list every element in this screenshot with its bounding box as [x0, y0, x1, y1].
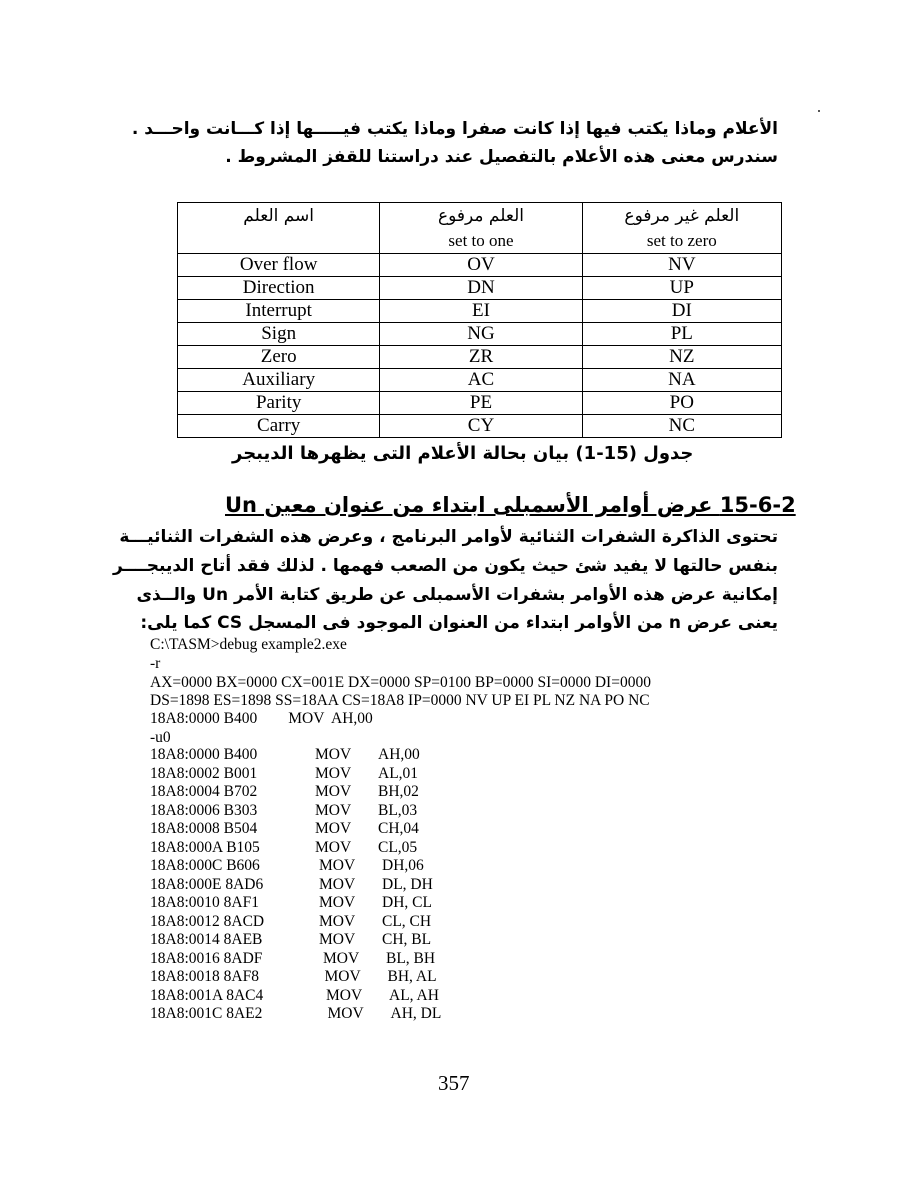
flag-row	[178, 346, 782, 369]
flag-set-cell: CY	[380, 415, 582, 438]
header-clear-english: set to zero	[646, 231, 717, 250]
flag-set-cell: AC	[380, 369, 582, 392]
flag-name-cell: Sign	[178, 323, 380, 346]
disasm-mnemonic: MOV	[323, 949, 360, 967]
page-number: 357	[438, 1071, 470, 1095]
flag-set-cell: EI	[380, 300, 582, 323]
current-instruction: 18A8:0000 B400 MOV AH,00	[150, 710, 373, 727]
disasm-address: 18A8:0000 B400	[150, 746, 258, 763]
flags-table	[177, 202, 782, 438]
disasm-mnemonic: MOV	[326, 986, 363, 1004]
flag-clear-cell: PL	[582, 323, 781, 346]
disasm-operands: AH, DL	[390, 1005, 442, 1022]
flag-set-cell: OV	[380, 254, 582, 277]
paragraph-line-2: بنفس حالتها لا يفيد شئ حيث يكون من الصعب فهمها . لذلك فقد أتاح الديبجــــر	[112, 556, 778, 576]
disasm-mnemonic: MOV	[319, 894, 356, 911]
disasm-operands: BH,02	[378, 783, 419, 800]
disasm-mnemonic: MOV	[315, 820, 352, 837]
flag-clear-cell: NA	[582, 369, 781, 392]
header-set-english: set to one	[448, 231, 514, 250]
disasm-operands: DL, DH	[382, 875, 433, 893]
flag-set-cell: NG	[380, 323, 582, 346]
disasm-mnemonic: MOV	[315, 746, 352, 763]
flag-clear-cell: UP	[582, 277, 781, 300]
paragraph-line-4: يعنى عرض n من الأوامر ابتداء من العنوان الموجود فى المسجل CS كما يلى:	[140, 613, 778, 633]
disasm-mnemonic: MOV	[315, 801, 352, 819]
disasm-operands: CL,05	[378, 838, 418, 856]
disasm-address: 18A8:0014 8AEB	[150, 931, 263, 948]
paragraph-line-1: تحتوى الذاكرة الشفرات الثنائية لأوامر البرنامج ، وعرض هذه الشفرات الثنائيـــة	[119, 527, 778, 547]
flag-name-cell: Parity	[178, 392, 380, 415]
flag-name-cell: Interrupt	[178, 300, 380, 323]
flag-clear-cell: DI	[582, 300, 781, 323]
flag-name-cell: Zero	[178, 346, 380, 369]
disasm-address: 18A8:000A B105	[150, 838, 260, 856]
disasm-mnemonic: MOV	[319, 857, 356, 874]
disasm-operands: CH, BL	[382, 931, 432, 948]
header-flag-name-label: اسم العلم	[243, 206, 315, 226]
disasm-address: 18A8:0004 B702	[150, 783, 258, 800]
flag-clear-cell: NC	[582, 415, 781, 438]
disasm-operands: BL,03	[378, 801, 418, 819]
disasm-address: 18A8:0018 8AF8	[150, 968, 259, 985]
section-heading: 15-6-2 عرض أوامر الأسمبلى ابتداء من عنوان معين Un	[225, 493, 796, 517]
registers-line-2: DS=1898 ES=1898 SS=18AA CS=18A8 IP=0000 NV UP EI PL NZ NA PO NC	[150, 692, 650, 709]
disasm-operands: CH,04	[378, 820, 419, 837]
flag-set-cell: DN	[380, 277, 582, 300]
disasm-mnemonic: MOV	[315, 783, 352, 800]
disasm-operands: BH, AL	[387, 968, 437, 985]
disasm-address: 18A8:0012 8ACD	[150, 912, 265, 930]
disasm-operands: AL,01	[378, 764, 419, 782]
disasm-operands: AH,00	[378, 746, 420, 763]
flag-name-cell: Carry	[178, 415, 380, 438]
disasm-mnemonic: MOV	[324, 968, 361, 985]
flags-table-header	[178, 203, 782, 254]
debug-command: C:\TASM>debug example2.exe	[150, 636, 347, 653]
flags-table-body	[178, 254, 782, 438]
disasm-operands: DH, CL	[382, 894, 432, 911]
disasm-mnemonic: MOV	[327, 1005, 364, 1022]
flag-row	[178, 300, 782, 323]
header-clear	[582, 203, 781, 254]
flag-name-cell: Direction	[178, 277, 380, 300]
flag-clear-cell: NV	[582, 254, 781, 277]
scan-speck	[818, 110, 820, 112]
flag-row	[178, 323, 782, 346]
disasm-operands: DH,06	[382, 857, 424, 874]
header-set-arabic: العلم مرفوع	[437, 206, 524, 226]
disasm-address: 18A8:0010 8AF1	[150, 894, 259, 911]
flag-row	[178, 254, 782, 277]
flag-row	[178, 369, 782, 392]
disasm-mnemonic: MOV	[315, 764, 352, 782]
registers-line-1: AX=0000 BX=0000 CX=001E DX=0000 SP=0100 BP=0000 SI=0000 DI=0000	[150, 674, 651, 691]
register-prompt: -r	[150, 655, 161, 672]
flag-set-cell: PE	[380, 392, 582, 415]
header-flag-name	[178, 203, 380, 254]
disasm-address: 18A8:000E 8AD6	[150, 875, 264, 893]
flag-clear-cell: PO	[582, 392, 781, 415]
header-set	[380, 203, 582, 254]
flag-name-cell: Auxiliary	[178, 369, 380, 392]
disasm-operands: AL, AH	[389, 986, 439, 1004]
unassemble-prompt: -u0	[150, 729, 171, 746]
intro-line-2: سندرس معنى هذه الأعلام بالتفصيل عند دراستنا للقفز المشروط .	[225, 147, 778, 167]
disasm-mnemonic: MOV	[319, 912, 356, 930]
flag-name-cell: Over flow	[178, 254, 380, 277]
disasm-address: 18A8:0002 B001	[150, 764, 258, 782]
paragraph-line-3: إمكانية عرض هذه الأوامر بشفرات الأسمبلى عن طريق كتابة الأمر Un والــذى	[136, 585, 778, 605]
intro-line-1: الأعلام وماذا يكتب فيها إذا كانت صفرا وماذا يكتب فيـــــها إذا كـــانت واحـــد .	[131, 119, 778, 139]
disasm-address: 18A8:0006 B303	[150, 801, 258, 819]
flag-clear-cell: NZ	[582, 346, 781, 369]
disasm-operands: BL, BH	[386, 949, 436, 967]
disasm-operands: CL, CH	[382, 912, 432, 930]
flag-row	[178, 415, 782, 438]
disasm-mnemonic: MOV	[319, 875, 356, 893]
table-caption: جدول (15-1) بيان بحالة الأعلام التى يظهرها الديبجر	[232, 443, 694, 464]
disasm-address: 18A8:001A 8AC4	[150, 986, 264, 1004]
flag-set-cell: ZR	[380, 346, 582, 369]
disasm-mnemonic: MOV	[319, 931, 356, 948]
header-clear-arabic: العلم غير مرفوع	[624, 206, 740, 226]
disasm-address: 18A8:000C B606	[150, 857, 260, 874]
disasm-address: 18A8:001C 8AE2	[150, 1005, 263, 1022]
disasm-address: 18A8:0008 B504	[150, 820, 258, 837]
disasm-mnemonic: MOV	[315, 838, 352, 856]
flag-row	[178, 277, 782, 300]
flag-row	[178, 392, 782, 415]
disasm-address: 18A8:0016 8ADF	[150, 949, 263, 967]
